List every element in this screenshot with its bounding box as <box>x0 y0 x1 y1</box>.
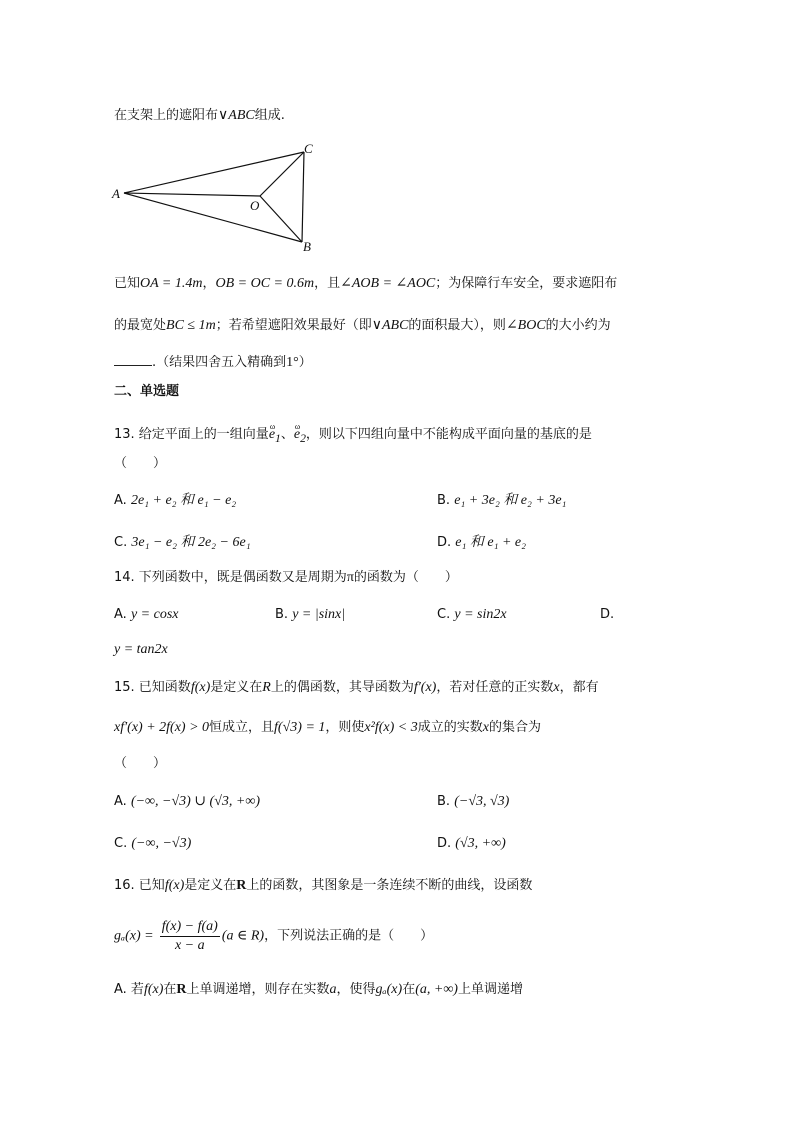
q16-line2 <box>114 918 433 955</box>
option-label: A. <box>114 493 127 508</box>
math: f(√3) = 1 <box>274 720 326 735</box>
text: 14. 下列函数中，既是偶函数又是周期为 <box>114 570 347 585</box>
math-angle-boc: ∠BOC <box>505 318 546 333</box>
math-triangle: ∨ABC <box>371 318 409 333</box>
q15-option-d[interactable] <box>437 834 506 854</box>
math-oa: OA = 1.4m <box>140 276 203 291</box>
vec-letter: e <box>268 427 276 442</box>
option-label: B. <box>437 493 451 508</box>
q15-line2 <box>114 718 541 738</box>
vector-e2 <box>294 425 306 449</box>
text: 上单调递增，则存在实数 <box>186 982 330 997</box>
option-label: C. <box>437 607 451 622</box>
text: 在 <box>163 982 177 997</box>
option-expr: y = sin2x <box>454 607 507 622</box>
vec-sub: 2 <box>300 431 306 445</box>
fraction <box>160 918 220 955</box>
q14-option-d[interactable] <box>600 605 614 625</box>
p12-line1 <box>114 274 617 294</box>
text: 、 <box>280 427 294 442</box>
option-expr: 2e₁ + e₂ 和 e₁ − e₂ <box>130 493 237 508</box>
option-label: C. <box>114 535 128 550</box>
vec-sub: 1 <box>275 431 281 445</box>
math: f′(x) <box>413 680 437 695</box>
q16-option-a[interactable] <box>114 980 523 1000</box>
option-label: D. <box>437 535 452 550</box>
p12-line2 <box>114 316 611 336</box>
math: f(x) <box>164 878 185 893</box>
math-domain: (a ∈ R) <box>221 928 265 944</box>
q14-option-c[interactable] <box>437 605 507 625</box>
option-expr: (−√3, √3) <box>454 794 510 809</box>
triangle-abc-symbol: ∨ABC <box>218 108 255 123</box>
vector-e1 <box>269 425 281 449</box>
math-angles: ∠AOB = ∠AOC <box>340 276 436 291</box>
text: ） <box>298 355 312 370</box>
text: ，则使 <box>325 720 365 735</box>
q13-stem <box>114 425 592 449</box>
option-expr: e₁ + 3e₂ 和 e₂ + 3e₁ <box>454 493 567 508</box>
text: 13. 给定平面上的一组向量 <box>114 427 269 442</box>
math-g-def: gₐ(x) = <box>114 928 154 944</box>
text: ；为保障行车安全，要求遮阳布 <box>435 276 618 291</box>
section-heading: 二、单选题 <box>114 384 180 399</box>
text: 是定义在 <box>210 680 263 695</box>
text: ，都有 <box>559 680 599 695</box>
option-expr: e₁ 和 e₁ + e₂ <box>455 535 526 550</box>
option-label: D. <box>600 607 615 622</box>
math-ob-oc: OB = OC = 0.6m <box>215 276 315 291</box>
q14-option-b[interactable] <box>275 605 345 625</box>
option-label: C. <box>114 836 128 851</box>
math-real-set: R <box>236 878 247 893</box>
text: ，则以下四组向量中不能构成平面向量的基底的是 <box>305 427 592 442</box>
text: 上的函数，其图象是一条连续不断的曲线，设函数 <box>246 878 533 893</box>
text: 的函数为（ ） <box>353 570 458 585</box>
q15-option-b[interactable] <box>437 792 509 812</box>
math: f(x) <box>190 680 211 695</box>
option-expr: (−∞, −√3) <box>131 836 192 851</box>
intro-line <box>114 106 285 126</box>
q15-line1 <box>114 678 599 698</box>
text: 15. 已知函数 <box>114 680 191 695</box>
text: ；若希望遮阳效果最好（即 <box>215 318 372 333</box>
edge-ac <box>124 152 304 193</box>
math: R <box>262 680 271 695</box>
math: x²f(x) < 3 <box>364 720 418 735</box>
text: 已知 <box>114 276 141 291</box>
q15-option-a[interactable] <box>114 792 260 812</box>
label-b: B <box>303 239 311 254</box>
edge-oc <box>260 152 304 196</box>
option-label: B. <box>437 794 451 809</box>
text: 是定义在 <box>184 878 237 893</box>
fraction-numerator: f(x) − f(a) <box>160 918 220 937</box>
q15-paren: （ ） <box>114 756 167 771</box>
math: (a, +∞) <box>415 982 458 997</box>
q16-line1 <box>114 876 532 896</box>
text: 在 <box>402 982 416 997</box>
text: 的集合为 <box>488 720 541 735</box>
option-label: A. <box>114 794 127 809</box>
intro-text-end: 组成. <box>254 108 285 123</box>
math: xf′(x) + 2f(x) > 0 <box>114 720 210 735</box>
option-expr: (−∞, −√3) ∪ (√3, +∞) <box>130 794 260 809</box>
q13-option-a[interactable] <box>114 491 236 511</box>
math-bc: BC ≤ 1m <box>166 318 216 333</box>
text: .（结果四舍五入精确到 <box>152 355 287 370</box>
q13-option-b[interactable] <box>437 491 566 511</box>
text: 上的偶函数，其导函数为 <box>270 680 414 695</box>
text: ，下列说法正确的是（ ） <box>264 928 434 944</box>
option-expr: (√3, +∞) <box>455 836 506 851</box>
q14-stem <box>114 568 458 588</box>
text: 的最宽处 <box>114 318 167 333</box>
label-a: A <box>112 186 120 201</box>
text: A. 若 <box>114 982 144 997</box>
label-c: C <box>304 141 313 156</box>
math: gₐ(x) <box>375 982 403 997</box>
text: 16. 已知 <box>114 878 165 893</box>
q14-option-a[interactable] <box>114 605 178 625</box>
p12-line3 <box>114 351 312 373</box>
math: x <box>553 680 560 695</box>
math: a <box>329 982 337 997</box>
text: ， <box>202 276 216 291</box>
math: f(x) <box>143 982 164 997</box>
edge-ab <box>124 193 302 242</box>
math-pi: π <box>346 570 354 585</box>
q13-option-c[interactable] <box>114 533 251 553</box>
edge-ao <box>124 193 260 196</box>
q14-option-d-expr <box>114 640 168 660</box>
text: 的大小约为 <box>545 318 611 333</box>
math-degree: 1° <box>286 355 299 370</box>
q13-paren: （ ） <box>114 456 167 471</box>
text: 恒成立，且 <box>209 720 275 735</box>
label-o: O <box>250 198 260 213</box>
intro-text: 在支架上的遮阳布 <box>114 108 219 123</box>
triangle-figure <box>108 138 328 256</box>
text: ，且 <box>314 276 341 291</box>
q13-option-d[interactable] <box>437 533 526 553</box>
edge-ob <box>260 196 302 242</box>
option-expr: y = |sinx| <box>292 607 346 622</box>
vec-letter: e <box>293 427 301 442</box>
text: 的面积最大），则 <box>408 318 506 333</box>
q15-option-c[interactable] <box>114 834 191 854</box>
text: ，使得 <box>336 982 376 997</box>
option-label: B. <box>275 607 289 622</box>
option-label: D. <box>437 836 452 851</box>
answer-blank[interactable] <box>114 351 152 366</box>
option-expr: y = tan2x <box>114 642 168 657</box>
math: x <box>482 720 489 735</box>
option-label: A. <box>114 607 127 622</box>
option-expr: y = cosx <box>130 607 179 622</box>
text: 成立的实数 <box>417 720 483 735</box>
fraction-denominator: x − a <box>174 938 205 953</box>
text: 上单调递增 <box>457 982 523 997</box>
text: ，若对任意的正实数 <box>436 680 554 695</box>
math-real-set: R <box>176 982 187 997</box>
option-expr: 3e₁ − e₂ 和 2e₂ − 6e₁ <box>131 535 251 550</box>
edge-cb <box>302 152 304 242</box>
